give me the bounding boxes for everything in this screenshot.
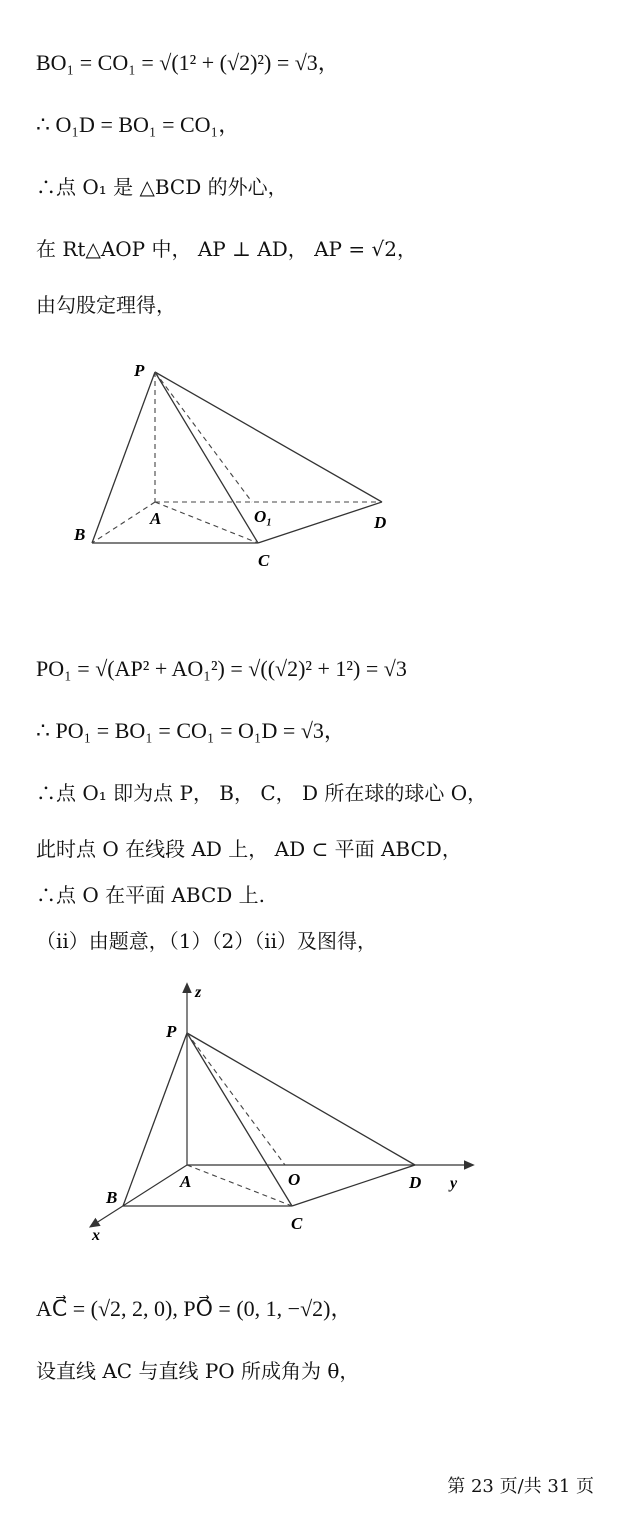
edge-po1-hidden bbox=[155, 372, 252, 502]
label-p: P bbox=[134, 361, 145, 380]
equation-all-equal: ∴ PO₁ = BO₁ = CO₁ = O₁D = √3， bbox=[36, 718, 346, 743]
equation-bo1-co1: BO₁ = CO₁ = √(1² + (√2)²) = √3， bbox=[36, 50, 340, 75]
statement-circumcenter: ∴点 O₁ 是 △BCD 的外心， bbox=[36, 175, 288, 199]
edge-pb bbox=[92, 372, 155, 543]
equation-vectors: AC⃗ = (√2, 2, 0), PO⃗ = (0, 1, −√2)， bbox=[36, 1296, 353, 1321]
label-a: A bbox=[150, 509, 162, 528]
page-footer: 第 23 页/共 31 页 bbox=[447, 1476, 594, 1497]
statement-sphere-center: ∴点 O₁ 即为点 P， B， C， D 所在球的球心 O， bbox=[36, 781, 488, 805]
edge-pc bbox=[187, 1033, 292, 1206]
edge-pc bbox=[155, 372, 258, 543]
pyramid-figure-2-coordinates bbox=[0, 975, 630, 1250]
edge-ac-hidden bbox=[155, 502, 258, 543]
label-b: B bbox=[106, 1188, 118, 1207]
edge-pd bbox=[187, 1033, 415, 1165]
label-d: D bbox=[409, 1173, 422, 1192]
label-x: x bbox=[92, 1227, 100, 1244]
label-o1: O₁ bbox=[254, 507, 273, 526]
statement-pythagoras: 由勾股定理得， bbox=[36, 293, 176, 317]
statement-o-in-plane: ∴点 O 在平面 ABCD 上. bbox=[36, 883, 266, 907]
label-y: y bbox=[450, 1175, 458, 1192]
edge-po-hidden bbox=[187, 1033, 285, 1165]
label-c: C bbox=[258, 551, 270, 570]
label-a: A bbox=[180, 1172, 192, 1191]
edge-cd bbox=[258, 502, 382, 543]
edge-ac-hidden bbox=[187, 1165, 292, 1206]
label-c: C bbox=[291, 1214, 303, 1233]
edge-ab-hidden bbox=[92, 502, 155, 543]
statement-right-triangle: 在 Rt△AOP 中， AP ⊥ AD， AP = √2， bbox=[36, 237, 417, 261]
edge-pd bbox=[155, 372, 382, 502]
statement-part-ii: （ii）由题意，（1）（2）（ii）及图得， bbox=[36, 929, 378, 953]
label-z: z bbox=[195, 984, 202, 1001]
pyramid-figure-1 bbox=[0, 350, 630, 580]
label-d: D bbox=[374, 513, 387, 532]
label-b: B bbox=[74, 525, 86, 544]
label-p: P bbox=[166, 1022, 177, 1041]
edge-pb bbox=[123, 1033, 187, 1206]
statement-angle-theta: 设直线 AC 与直线 PO 所成角为 θ， bbox=[36, 1359, 360, 1383]
statement-o-on-ad: 此时点 O 在线段 AD 上， AD ⊂ 平面 ABCD， bbox=[36, 837, 462, 861]
edge-cd bbox=[292, 1165, 415, 1206]
label-o: O bbox=[288, 1170, 301, 1189]
equation-po1: PO₁ = √(AP² + AO₁²) = √((√2)² + 1²) = √3 bbox=[36, 656, 407, 681]
equation-o1d: ∴ O₁D = BO₁ = CO₁， bbox=[36, 112, 241, 137]
